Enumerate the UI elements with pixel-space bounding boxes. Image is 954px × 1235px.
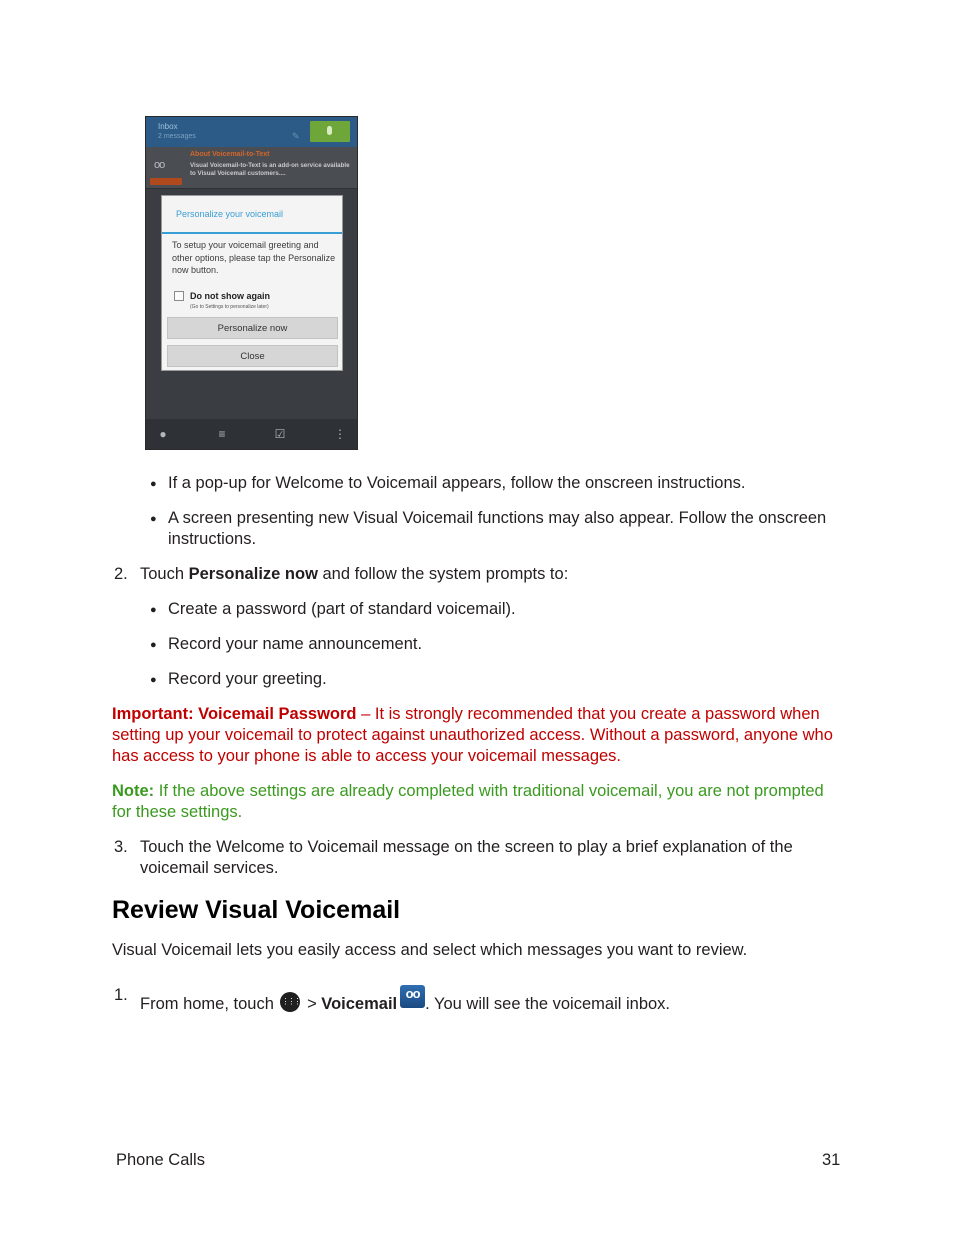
step-1-text — [140, 985, 670, 1015]
playlist-icon: ≡ — [218, 427, 226, 441]
inbox-header — [146, 117, 357, 147]
important-text: – It is strongly recommended that you create a password when — [356, 705, 820, 723]
checkbox-note: (Go to Settings to personalize later) — [190, 304, 269, 310]
note-text: If the above settings are already completed with traditional voicemail, you are not prompted — [154, 782, 824, 800]
step-1-prefix: From home, touch — [140, 995, 279, 1013]
bullet-text: Create a password (part of standard voicemail). — [168, 600, 516, 618]
step-number: 1. — [114, 986, 128, 1004]
inbox-subtitle: 2 messages — [158, 133, 196, 140]
step-number: 3. — [114, 838, 128, 856]
message-title: About Voicemail-to-Text — [190, 151, 270, 158]
step-2-bold: Personalize now — [188, 565, 318, 583]
bullet-text: A screen presenting new Visual Voicemail functions may also appear. Follow the onscreen — [168, 509, 827, 527]
bullet-icon: ● — [150, 674, 157, 686]
bullet-text: If a pop-up for Welcome to Voicemail appears, follow the onscreen instructions. — [168, 474, 746, 492]
bottom-toolbar — [146, 419, 357, 449]
step-1-bold: Voicemail — [321, 995, 398, 1013]
section-heading: Review Visual Voicemail — [112, 896, 401, 924]
phone-screenshot — [145, 116, 358, 450]
compass-icon: ● — [159, 427, 167, 441]
bullet-icon: ● — [150, 478, 157, 490]
inbox-title: Inbox — [158, 122, 178, 131]
microphone-icon — [310, 121, 350, 142]
bullet-icon: ● — [150, 604, 157, 616]
step-2-prefix: Touch — [140, 565, 189, 583]
important-line-1 — [112, 704, 820, 725]
message-body: Visual Voicemail-to-Text is an add-on service available to Visual Voicemail customers.... — [190, 162, 350, 177]
play-badge-icon — [150, 178, 182, 185]
step-1-suffix: . You will see the voicemail inbox. — [425, 995, 671, 1013]
bullet-icon: ● — [150, 513, 157, 525]
select-icon: ☑ — [274, 427, 286, 441]
intro-text: Visual Voicemail lets you easily access and select which messages you want to review. — [112, 941, 748, 959]
message-item — [146, 147, 357, 189]
step-3-line-2: voicemail services. — [140, 859, 279, 877]
personalize-dialog — [161, 195, 343, 371]
overflow-menu-icon: ⋮ — [334, 427, 346, 441]
bullet-text: Record your name announcement. — [168, 635, 423, 653]
important-line-2: setting up your voicemail to protect against unauthorized access. Without a password, anyone who — [112, 726, 833, 744]
note-label: Note: — [112, 782, 155, 800]
dialog-divider — [162, 232, 342, 234]
step-3-line-1: Touch the Welcome to Voicemail message on the screen to play a brief explanation of the — [140, 838, 793, 856]
important-line-3: has access to your phone is able to access your voicemail messages. — [112, 747, 622, 765]
do-not-show-checkbox — [174, 291, 184, 301]
voicemail-app-icon — [400, 985, 425, 1008]
apps-icon — [280, 992, 300, 1012]
close-button: Close — [167, 345, 338, 367]
bullet-text-continued: instructions. — [168, 530, 257, 548]
dialog-title: Personalize your voicemail — [176, 209, 284, 219]
step-1-separator: > — [302, 995, 322, 1013]
step-2-suffix: and follow the system prompts to: — [317, 565, 569, 583]
important-label: Important: Voicemail Password — [112, 705, 357, 723]
edit-icon: ✎ — [292, 131, 300, 141]
bullet-icon: ● — [150, 639, 157, 651]
personalize-now-button: Personalize now — [167, 317, 338, 339]
step-number: 2. — [114, 565, 128, 583]
bullet-text: Record your greeting. — [168, 670, 327, 688]
page-number: 31 — [822, 1151, 841, 1169]
footer-section: Phone Calls — [116, 1151, 205, 1169]
note-line-1 — [112, 781, 824, 802]
note-line-2: for these settings. — [112, 803, 243, 821]
voicemail-icon: oo — [154, 159, 165, 171]
step-2-text — [140, 564, 568, 585]
checkbox-label: Do not show again — [190, 291, 270, 301]
dialog-text: To setup your voicemail greeting and other options, please tap the Personalize now button. — [172, 240, 336, 275]
